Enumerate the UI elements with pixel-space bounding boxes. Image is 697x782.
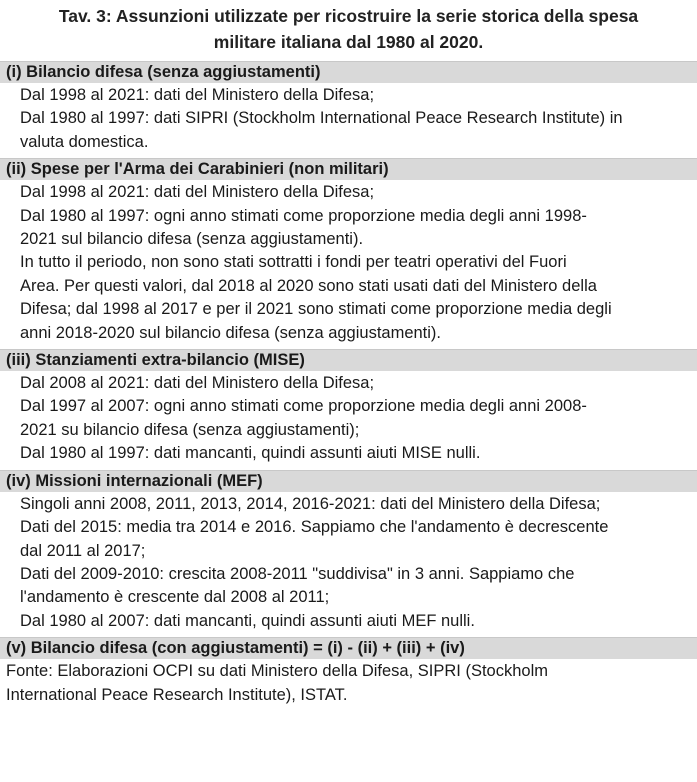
body-line: Dal 1997 al 2007: ogni anno stimati come proporzione media degli anni 2008-: [20, 397, 587, 416]
body-line: Dal 1980 al 1997: dati SIPRI (Stockholm International Peace Research Institute) in: [20, 109, 623, 128]
source-line-2: International Peace Research Institute), ISTAT.: [6, 685, 348, 704]
section-heading: (i) Bilancio difesa (senza aggiustamenti): [0, 61, 697, 83]
section-iv: [0, 470, 697, 637]
section-i: [0, 61, 697, 158]
body-line: Dati del 2015: media tra 2014 e 2016. Sappiamo che l'andamento è decrescente: [20, 518, 609, 537]
section-heading: (iii) Stanziamenti extra-bilancio (MISE): [0, 349, 697, 371]
section-v: [0, 637, 697, 707]
body-line: l'andamento è crescente dal 2008 al 2011;: [20, 588, 330, 607]
source-note: [0, 659, 697, 707]
body-line: Area. Per questi valori, dal 2018 al 2020 sono stati usati dati del Ministero della: [20, 276, 597, 295]
body-line: Dal 2008 al 2021: dati del Ministero della Difesa;: [20, 374, 375, 393]
body-line: 2021 sul bilancio difesa (senza aggiustamenti).: [20, 230, 364, 249]
section-iii: [0, 349, 697, 470]
table-title: [0, 0, 697, 55]
body-line: Difesa; dal 1998 al 2017 e per il 2021 sono stimati come proporzione media degli: [20, 300, 612, 319]
body-line: Dati del 2009-2010: crescita 2008-2011 "suddivisa" in 3 anni. Sappiamo che: [20, 564, 575, 583]
title-line-1: Tav. 3: Assunzioni utilizzate per ricostruire la serie storica della spesa: [58, 6, 639, 26]
body-line: anni 2018-2020 sul bilancio difesa (senza aggiustamenti).: [20, 323, 442, 342]
body-line: In tutto il periodo, non sono stati sottratti i fondi per teatri operativi del Fuori: [20, 253, 567, 272]
section-ii: [0, 158, 697, 349]
title-line-2: militare italiana dal 1980 al 2020.: [213, 32, 484, 52]
body-line: Singoli anni 2008, 2011, 2013, 2014, 2016-2021: dati del Ministero della Difesa;: [20, 494, 601, 513]
section-heading: (iv) Missioni internazionali (MEF): [0, 470, 697, 492]
section-body: [0, 371, 697, 470]
section-heading: (v) Bilancio difesa (con aggiustamenti) = (i) - (ii) + (iii) + (iv): [0, 637, 697, 659]
body-line: Dal 1980 al 2007: dati mancanti, quindi assunti aiuti MEF nulli.: [20, 611, 475, 630]
section-body: [0, 492, 697, 637]
body-line: Dal 1980 al 1997: dati mancanti, quindi assunti aiuti MISE nulli.: [20, 444, 481, 463]
body-line: valuta domestica.: [20, 132, 149, 151]
body-line: dal 2011 al 2017;: [20, 541, 146, 560]
body-line: 2021 su bilancio difesa (senza aggiustamenti);: [20, 420, 360, 439]
section-heading: (ii) Spese per l'Arma dei Carabinieri (non militari): [0, 158, 697, 180]
section-body: [0, 83, 697, 158]
body-line: Dal 1998 al 2021: dati del Ministero della Difesa;: [20, 86, 375, 104]
body-line: Dal 1998 al 2021: dati del Ministero della Difesa;: [20, 183, 375, 202]
source-line-1: Fonte: Elaborazioni OCPI su dati Ministero della Difesa, SIPRI (Stockholm: [6, 662, 548, 681]
section-body: [0, 180, 697, 349]
body-line: Dal 1980 al 1997: ogni anno stimati come proporzione media degli anni 1998-: [20, 206, 587, 225]
